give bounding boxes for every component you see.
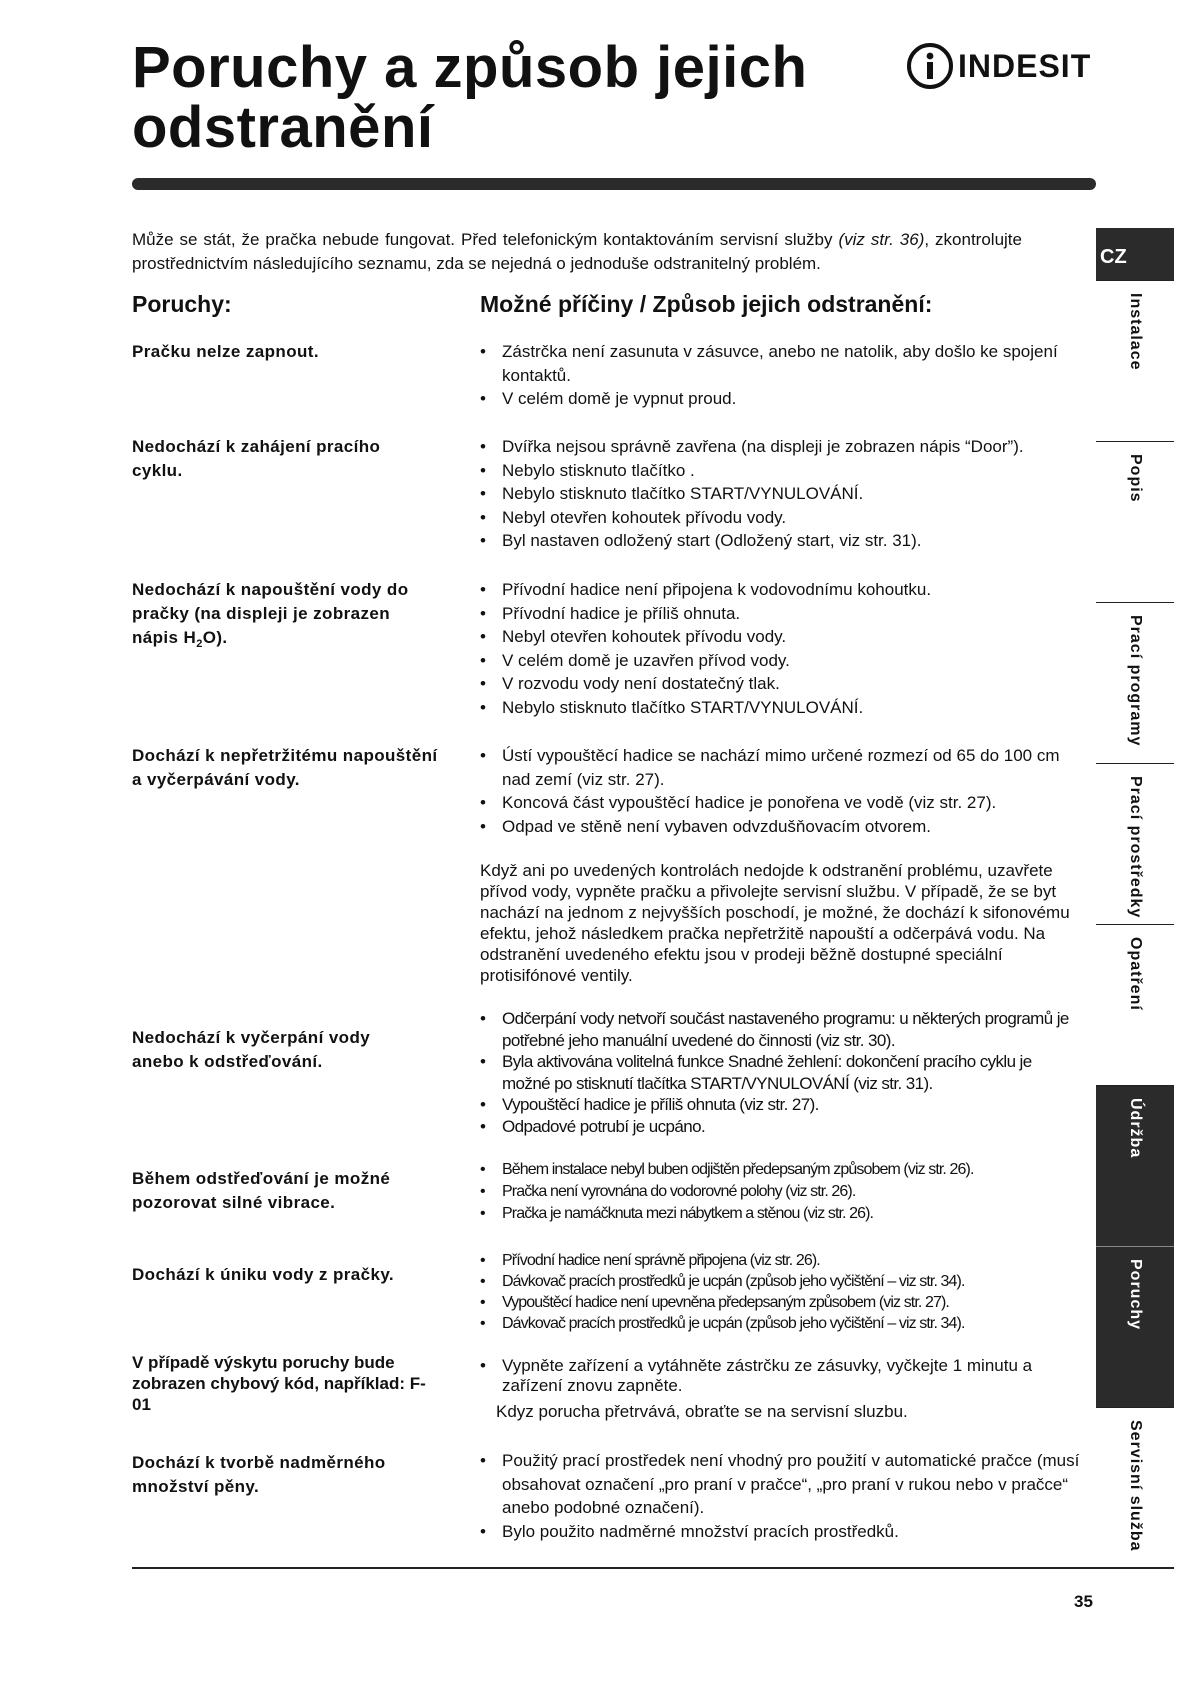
- cause-item: • Byl nastaven odložený start (Odložený start, viz str. 31).: [480, 529, 1080, 553]
- title-line-1: Poruchy a způsob jejich: [132, 35, 808, 100]
- cause-item: • Koncová část vypouštěcí hadice je ponořena ve vodě (viz str. 27).: [480, 791, 1070, 815]
- issue-title: Dochází k nepřetržitému napouštění a vyčerpávání vody.: [132, 746, 438, 789]
- cause-item: • Během instalace nebyl buben odjištěn předepsaným způsobem (viz str. 26).: [480, 1159, 1080, 1181]
- language-label: CZ: [1100, 246, 1127, 268]
- tab-praci-prostredky[interactable]: [1096, 763, 1174, 924]
- cause-item: • Nebylo stisknuto tlačítko .: [480, 459, 1080, 483]
- cause-item: • Dávkovač pracích prostředků je ucpán (způsob jeho vyčištění – viz str. 34).: [480, 1271, 1080, 1292]
- cause-item: • Odčerpání vody netvoří součást nastaveného programu: u některých programů je potřebné jeho manuální uvedené do činnosti (viz str. 30).: [480, 1008, 1080, 1051]
- cause-item: • Bylo použito nadměrné množství pracích prostředků.: [480, 1520, 1080, 1544]
- tab-label: Údržba: [1127, 1098, 1144, 1159]
- cause-list: [480, 578, 1080, 719]
- issue-title: Nedochází k vyčerpání vody anebo k odstřeďování.: [132, 1028, 371, 1071]
- issues-heading: Poruchy:: [132, 291, 232, 317]
- tab-udrzba[interactable]: [1096, 1085, 1174, 1246]
- cause-item: • Nebylo stisknuto tlačítko START/VYNULOVÁNÍ.: [480, 482, 1080, 506]
- cause-item: • Pračka je namáčknuta mezi nábytkem a stěnou (viz str. 26).: [480, 1203, 1080, 1225]
- cause-item: • Odpad ve stěně není vybaven odvzdušňovacím otvorem.: [480, 815, 1070, 839]
- cause-item: • Nebyl otevřen kohoutek přívodu vody.: [480, 625, 1080, 649]
- cause-item: • Nebylo stisknuto tlačítko START/VYNULOVÁNÍ.: [480, 696, 1080, 720]
- tab-praci-programy[interactable]: [1096, 602, 1174, 763]
- cause-item: • Přívodní hadice je příliš ohnuta.: [480, 602, 1080, 626]
- tab-instalace[interactable]: [1096, 280, 1174, 441]
- causes-heading: Možné příčiny / Způsob jejich odstranění:: [480, 291, 933, 317]
- cause-list: [480, 1250, 1080, 1334]
- cause-item: • Zástrčka není zasunuta v zásuvce, anebo ne natolik, aby došlo ke spojení kontaktů.: [480, 340, 1080, 387]
- cause-list: [480, 1159, 1080, 1225]
- cause-item: • Odpadové potrubí je ucpáno.: [480, 1116, 1080, 1138]
- cause-list: [480, 1356, 1080, 1396]
- issue-title: Nedochází k zahájení pracího cyklu.: [132, 437, 381, 480]
- tab-label: Poruchy: [1127, 1259, 1144, 1331]
- cause-item: • Ústí vypouštěcí hadice se nachází mimo určené rozmezí od 65 do 100 cm nad zemí (viz str. 27).: [480, 744, 1070, 791]
- cause-item: • V rozvodu vody není dostatečný tlak.: [480, 672, 1080, 696]
- cause-item: • Použitý prací prostředek není vhodný pro použití v automatické pračce (musí obsahovat označení „pro praní v pračce“, „pro praní v rukou nebo v pračce“ anebo podobné označení).: [480, 1449, 1080, 1520]
- cause-list: [480, 744, 1070, 838]
- issue-title-part-b: O).: [202, 628, 228, 647]
- tab-label: Prací programy: [1127, 615, 1144, 747]
- tab-label: Servisní služba: [1127, 1420, 1144, 1552]
- issue-title: Dochází k úniku vody z pračky.: [132, 1265, 395, 1284]
- cause-item: • Přívodní hadice není správně připojena (viz str. 26).: [480, 1250, 1080, 1271]
- cause-item: • Dávkovač pracích prostředků je ucpán (způsob jeho vyčištění – viz str. 34).: [480, 1313, 1080, 1334]
- tab-cz[interactable]: [1096, 228, 1174, 280]
- tab-popis[interactable]: [1096, 441, 1174, 602]
- cause-list: [480, 1008, 1080, 1137]
- intro-text: [132, 228, 1022, 276]
- tab-label: Opatření: [1127, 937, 1144, 1011]
- note-text: Kdyz porucha přetrvává, obraťte se na servisní sluzbu.: [496, 1402, 908, 1421]
- issue-title: V případě výskytu poruchy bude zobrazen chybový kód, například: F-01: [132, 1353, 426, 1414]
- cause-item: • V celém domě je uzavřen přívod vody.: [480, 649, 1080, 673]
- cause-item: • Nebyl otevřen kohoutek přívodu vody.: [480, 506, 1080, 530]
- indesit-i-icon: [906, 42, 954, 90]
- intro-part-2: , zkontrolujte prostřednictvím následujícího seznamu, zda se nejedná o jednoduše odstranitelný problém.: [132, 230, 1022, 273]
- brand-name: INDESIT: [958, 47, 1092, 84]
- title-divider: [132, 178, 1096, 190]
- tab-label: Instalace: [1127, 293, 1144, 371]
- cause-item: • Vypněte zařízení a vytáhněte zástrčku ze zásuvky, vyčkejte 1 minutu a zařízení znovu zapněte.: [480, 1356, 1080, 1396]
- intro-reference: (viz str. 36): [838, 230, 925, 249]
- issue-title-part-a: Nedochází k napouštění vody do pračky (na displeji je zobrazen nápis H: [132, 580, 409, 647]
- cause-item: • V celém domě je vypnut proud.: [480, 387, 1080, 411]
- issue-title: [132, 578, 427, 656]
- tab-opatreni[interactable]: [1096, 924, 1174, 1085]
- brand-logo: [906, 38, 1091, 94]
- intro-part-1: Může se stát, že pračka nebude fungovat. Před telefonickým kontaktováním servisní služby: [132, 230, 833, 249]
- cause-list: [480, 435, 1080, 553]
- issue-title-subscript: 2: [196, 638, 203, 650]
- tab-label: Popis: [1127, 454, 1144, 503]
- note-text: Když ani po uvedených kontrolách nedojde k odstranění problému, uzavřete přívod vody, vypněte pračku a přivolejte servisní službu. V případě, že se byt nachází na jednom z nejvyšších poschodí, je možné, že dochází k sifonovému efektu, jehož následkem pračka nepřetržitě napouští a odčerpává vodu. Na odstranění uvedeného efektu jsou v prodeji běžně dostupné speciální protisifónové ventily.: [480, 861, 1070, 985]
- cause-item: • Pračka není vyrovnána do vodorovné polohy (viz str. 26).: [480, 1181, 1080, 1203]
- tab-servisni-sluzba[interactable]: [1096, 1407, 1174, 1567]
- footer-divider: [132, 1567, 1174, 1569]
- cause-item: • Dvířka nejsou správně zavřena (na displeji je zobrazen nápis “Door”).: [480, 435, 1080, 459]
- tab-label: Prací prostředky: [1127, 776, 1144, 919]
- cause-item: • Vypouštěcí hadice je příliš ohnuta (viz str. 27).: [480, 1094, 1080, 1116]
- cause-item: • Vypouštěcí hadice není upevněna předepsaným způsobem (viz str. 27).: [480, 1292, 1080, 1313]
- page-title: [132, 35, 808, 160]
- issue-title: Během odstřeďování je možné pozorovat silné vibrace.: [132, 1169, 391, 1212]
- cause-item: • Přívodní hadice není připojena k vodovodnímu kohoutku.: [480, 578, 1080, 602]
- cause-list: [480, 1449, 1080, 1543]
- title-line-2: odstranění: [132, 95, 434, 160]
- issue-title: Dochází k tvorbě nadměrného množství pěny.: [132, 1453, 386, 1496]
- cause-list: [480, 340, 1080, 411]
- tab-poruchy[interactable]: [1096, 1246, 1174, 1407]
- issue-title: Pračku nelze zapnout.: [132, 342, 319, 361]
- cause-item: • Byla aktivována volitelná funkce Snadné žehlení: dokončení pracího cyklu je možné po stisknutí tlačítka START/VYNULOVÁNÍ (viz str. 31).: [480, 1051, 1080, 1094]
- page-number: 35: [1074, 1592, 1093, 1611]
